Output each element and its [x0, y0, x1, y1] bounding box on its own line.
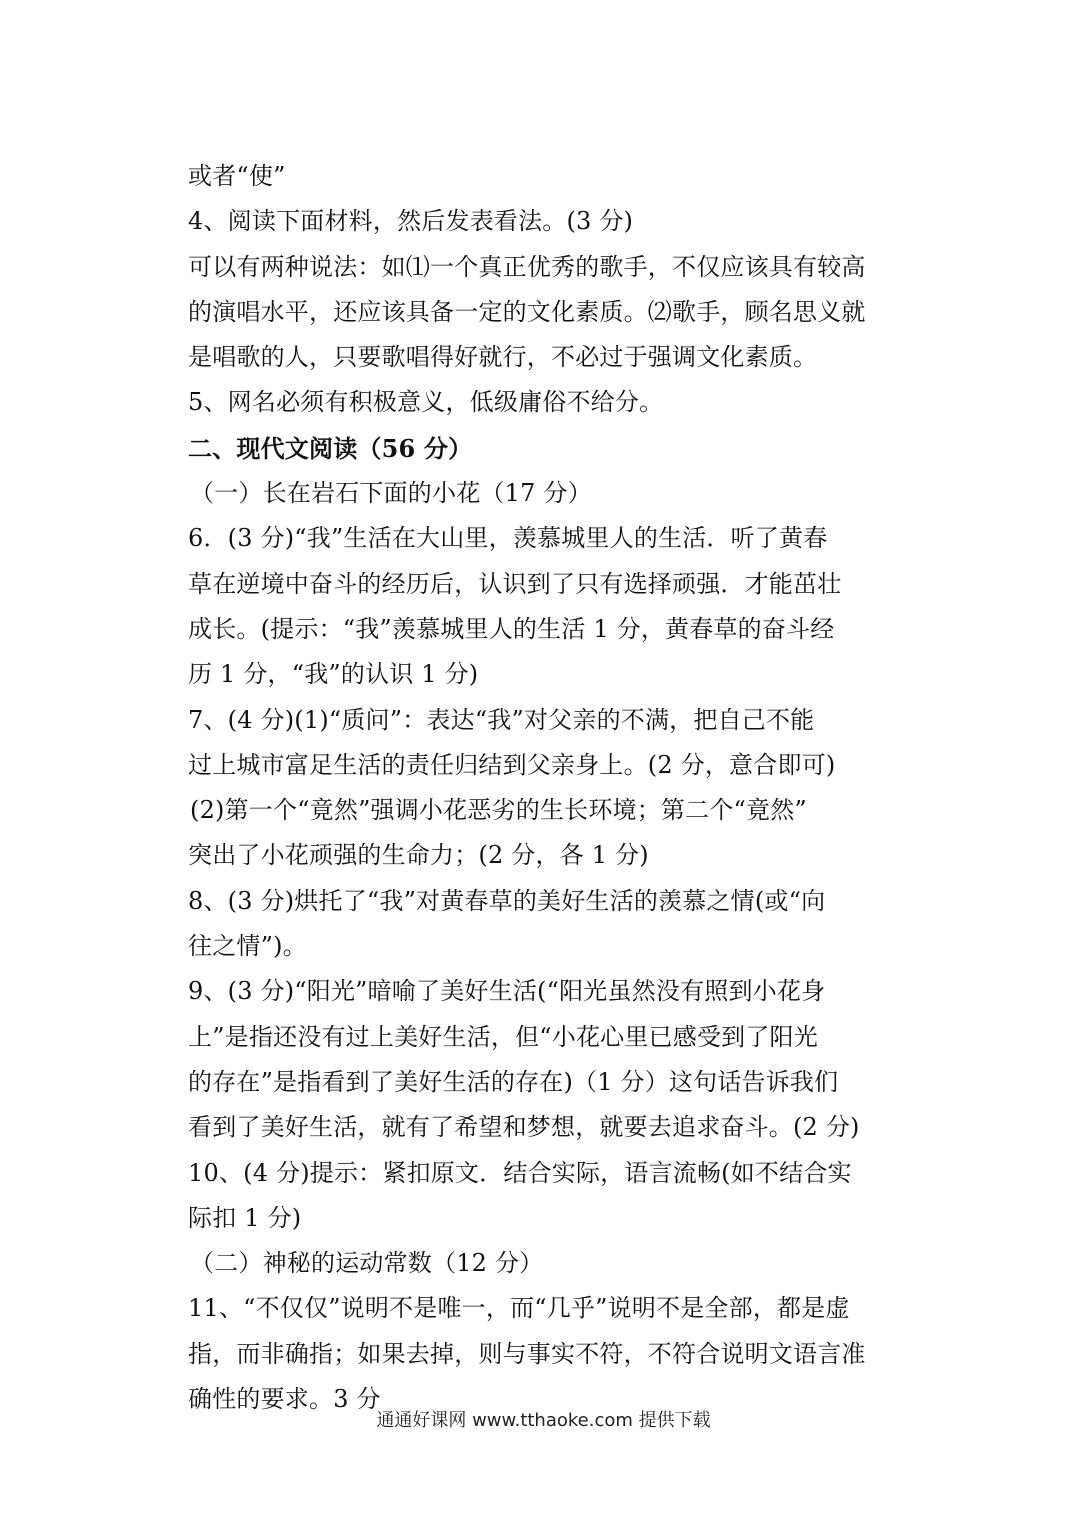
question-5: 5、网名必须有积极意义，低级庸俗不给分。 [188, 388, 664, 417]
text-line: 往之情”)。 [188, 932, 307, 961]
text-line: 的存在”是指看到了美好生活的存在)（1 分）这句话告诉我们 [188, 1067, 839, 1096]
text-line: 可以有两种说法：如⑴一个真正优秀的歌手，不仅应该具有较高 [188, 252, 866, 281]
text-line: 是唱歌的人，只要歌唱得好就行，不必过于强调文化素质。 [188, 343, 818, 372]
answer-content [188, 154, 908, 1422]
text-line: 确性的要求。3 分 [188, 1385, 381, 1414]
question-9: 9、(3 分)“阳光”暗喻了美好生活(“阳光虽然没有照到小花身 [188, 977, 826, 1006]
question-11: 11、“不仅仅”说明不是唯一，而“几乎”说明不是全部，都是虚 [188, 1294, 850, 1323]
text-line: 草在逆境中奋斗的经历后，认识到了只有选择顽强．才能茁壮 [188, 569, 842, 598]
page-footer: 通通好课网 www.tthaoke.com 提供下载 [376, 1410, 711, 1431]
text-line: 或者“使” [188, 162, 286, 190]
text-line: (2)第一个“竟然”强调小花恶劣的生长环境；第二个“竟然” [190, 796, 807, 825]
question-6: 6．(3 分)“我”生活在大山里，羡慕城里人的生活．听了黄春 [188, 524, 828, 553]
text-line: 突出了小花顽强的生命力；(2 分，各 1 分) [188, 841, 649, 870]
text-line: 历 1 分，“我”的认识 1 分) [188, 660, 479, 689]
text-line: 指，而非确指；如果去掉，则与事实不符，不符合说明文语言准 [188, 1339, 866, 1368]
question-10: 10、(4 分)提示：紧扣原文．结合实际，语言流畅(如不结合实 [188, 1158, 852, 1187]
subsection-heading: （二）神秘的运动常数（12 分） [190, 1249, 544, 1278]
text-line: 成长。(提示：“我”羡慕城里人的生活 1 分，黄春草的奋斗经 [188, 614, 835, 643]
text-line: 际扣 1 分) [188, 1203, 302, 1232]
subsection-heading: （一）长在岩石下面的小花（17 分） [190, 479, 592, 508]
text-line: 的演唱水平，还应该具备一定的文化素质。⑵歌手，顾名思义就 [188, 297, 866, 326]
question-8: 8、(3 分)烘托了“我”对黄春草的美好生活的羡慕之情(或“向 [188, 886, 826, 915]
text-line: 上”是指还没有过上美好生活，但“小花心里已感受到了阳光 [188, 1022, 818, 1051]
text-line: 过上城市富足生活的责任归结到父亲身上。(2 分，意合即可) [188, 750, 836, 779]
question-7: 7、(4 分)(1)“质问”：表达“我”对父亲的不满，把自己不能 [188, 705, 815, 734]
text-line: 看到了美好生活，就有了希望和梦想，就要去追求奋斗。(2 分) [188, 1113, 860, 1142]
question-4: 4、阅读下面材料，然后发表看法。(3 分) [188, 207, 634, 236]
section-heading: 二、现代文阅读（56 分） [188, 433, 473, 463]
